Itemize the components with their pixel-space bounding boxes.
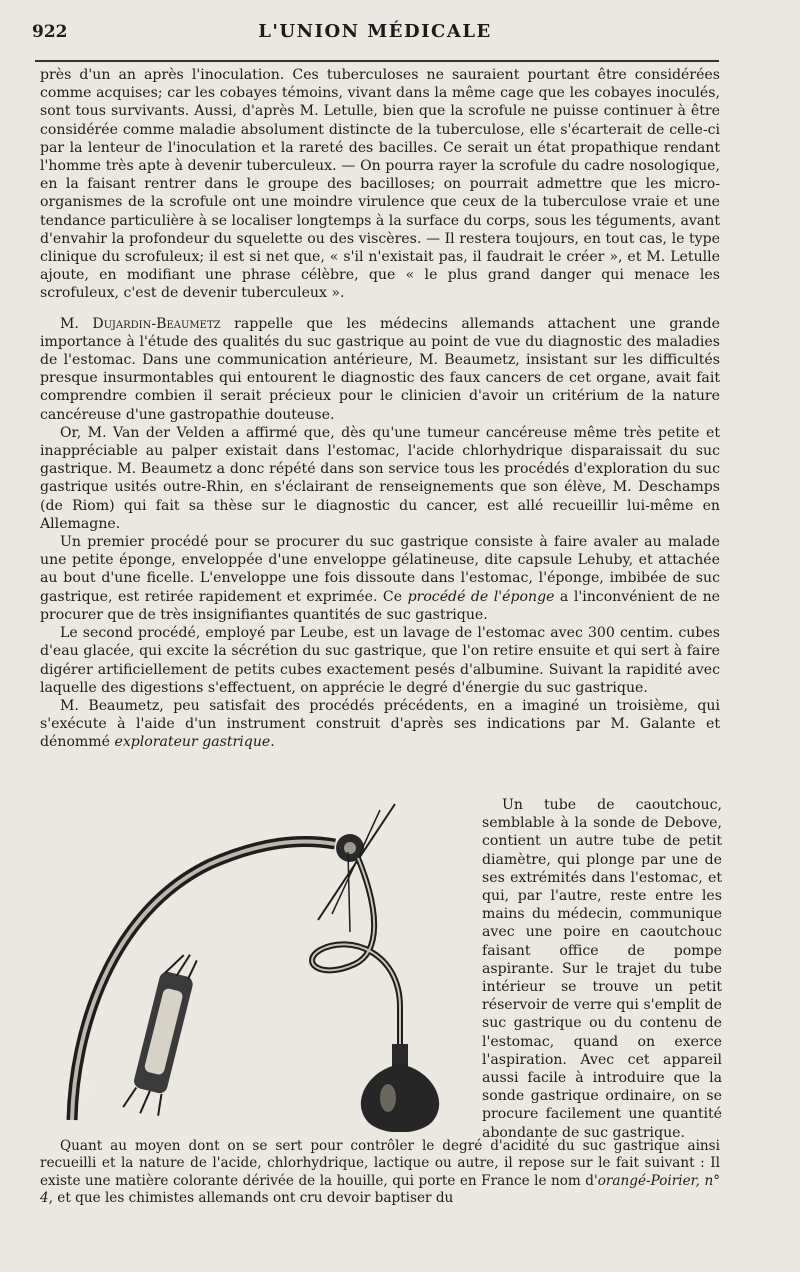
bottom-text <box>40 1138 720 1207</box>
header-rule <box>35 60 719 62</box>
tube-outer <box>72 841 335 1120</box>
text-segment: a l'inconvénient de ne procurer que de très insignifiantes quantités de suc gastrique. <box>40 588 720 623</box>
tube-knot-detail <box>344 842 356 854</box>
gastric-explorer-illustration <box>50 802 450 1132</box>
paragraph-scrofule: près d'un an après l'inoculation. Ces tuberculoses ne sauraient pourtant être considérées comme acquises; car les cobayes témoins, vivant dans la même cage que les cobayes inoculés, sont tous survivants. Aussi, d'après M. Letulle, bien que la scrofule ne puisse continuer à être considérée comme maladie absolument distincte de la tuberculose, elle s'écarterait de celle-ci par la lenteur de l'inoculation et la rareté des bacilles. Ce serait un état propathique rendant l'homme très apte à devenir tuberculeux. — On pourra rayer la scrofule du cadre nosologique, en la faisant rentrer dans le groupe des bacilloses; on pourrait admettre que les micro-organismes de la scrofule ont une moindre virulence que ceux de la tuberculose vraie et une tendance particulière à se localiser longtemps à la surface du corps, sous les téguments, avant d'envahir la profondeur du squelette ou des viscères. — Il restera toujours, en tout cas, le type clinique du scrofuleux; il est si net que, « s'il n'existait pas, il faudrait le créer », et M. Letulle ajoute, en modifiant une phrase célèbre, que « le plus grand danger qui menace les scrofuleux, c'est de devenir tuberculeux ». <box>40 67 720 302</box>
italic-term: explorateur gastrique <box>114 734 271 751</box>
string-c <box>348 852 350 932</box>
paragraph-tube-description: Un tube de caoutchouc, semblable à la sonde de Debove, contient un autre tube de petit diamètre, qui plonge par une de ses extrémités dans l'estomac, et qui, par l'autre, reste entre les mains du médecin, communique avec une poire en caoutchouc faisant office de pompe aspirante. Sur le trajet du tube intérieur se trouve un petit réservoir de verre qui s'emplit de suc gastrique ou du contenu de l'estomac, quand on exerce l'aspiration. Avec cet appareil aussi facile à introduire que la sonde gastrique ordinaire, on se procure facilement une quantité abondante de suc gastrique. <box>482 797 722 1141</box>
side-text <box>482 796 722 1142</box>
paragraph-eponge <box>40 533 720 624</box>
italic-term: orangé-Poirier, n° 4 <box>40 1172 720 1206</box>
author-name: Dujardin-Beaumetz <box>92 315 221 332</box>
paragraph-leube: Le second procédé, employé par Leube, est un lavage de l'estomac avec 300 centim. cubes d'eau glacée, qui excite la sécrétion du suc gastrique, que l'on retire ensuite et qui sert à faire digérer artificiellement de petits cubes exactement pesés d'albumine. Suivant la rapidité avec laquelle des digestions s'effectuent, on apprécie le degré d'énergie du suc gastrique. <box>40 625 720 696</box>
tube-highlight <box>72 841 335 1120</box>
text-segment: M. Beaumetz, peu satisfait des procédés précédents, en a imaginé un troisième, qui s'exécute à l'aide d'un instrument construit d'après ses indications par M. Galante et dénommé <box>40 697 720 751</box>
figure-section <box>40 796 722 1141</box>
text-segment: Quant au moyen dont on se sert pour contrôler le degré d'acidité du suc gastrique ainsi recueilli et la nature de l'acide, chlorhydrique, lactique ou autre, il repose sur le fait suivant : Il existe une matière colorante dérivée de la houille, qui porte en France le nom d' <box>40 1138 720 1189</box>
inner-tube-highlight <box>312 858 400 1047</box>
text-segment: , et que les chimistes allemands ont cru devoir baptiser du <box>48 1189 454 1206</box>
rubber-bulb <box>361 1064 439 1132</box>
bulb-shine <box>380 1084 396 1112</box>
text-segment: rappelle que les médecins allemands attachent une grande importance à l'étude des qualités du suc gastrique au point de vue du diagnostic des maladies de l'estomac. Dans une communication antérieure, M. Beaumetz, insistant sur les difficultés presque insurmontables qui entourent le diagnostic des faux cancers de cet organe, avait fait comprendre combien il serait précieux pour le clinicien d'avoir un critérium de la nature cancéreuse d'une gastropathie douteuse. <box>40 315 720 423</box>
inner-tube <box>312 858 400 1047</box>
paragraph-beaumetz-intro <box>40 315 720 424</box>
paragraph-van-der-velden: Or, M. Van der Velden a affirmé que, dès qu'une tumeur cancéreuse même très petite et inappréciable au palper existait dans l'estomac, l'acide chlorhydrique disparaissait du suc gastrique. M. Beaumetz a donc répété dans son service tous les procédés d'exploration du suc gastrique usités outre-Rhin, en s'éclairant de renseignements que son élève, M. Deschamps (de Riom) qui fait sa thèse sur le diagnostic du cancer, est allé recueillir lui-même en Allemagne. <box>40 424 720 532</box>
text-segment: . <box>270 734 275 751</box>
page-header <box>30 18 720 48</box>
paragraph-acidite <box>40 1138 720 1207</box>
running-title: L'UNION MÉDICALE <box>258 21 492 42</box>
text-segment: Un premier procédé pour se procurer du suc gastrique consiste à faire avaler au malade une petite éponge, enveloppée d'une enveloppe gélatineuse, dite capsule Lehuby, et attachée au bout d'une ficelle. L'enveloppe une fois dissoute dans l'estomac, l'éponge, imbibée de suc gastrique, est retirée rapidement et exprimée. Ce <box>40 534 720 605</box>
paragraph-explorateur <box>40 697 720 752</box>
bulb-neck <box>392 1044 408 1066</box>
engraver-signature: V. Pille <box>81 1080 93 1103</box>
main-text <box>40 66 720 752</box>
italic-term: procédé de l'éponge <box>407 588 555 605</box>
glass-reservoir <box>123 948 200 1118</box>
text-segment: M. <box>60 315 93 332</box>
page-number: 922 <box>32 22 68 42</box>
